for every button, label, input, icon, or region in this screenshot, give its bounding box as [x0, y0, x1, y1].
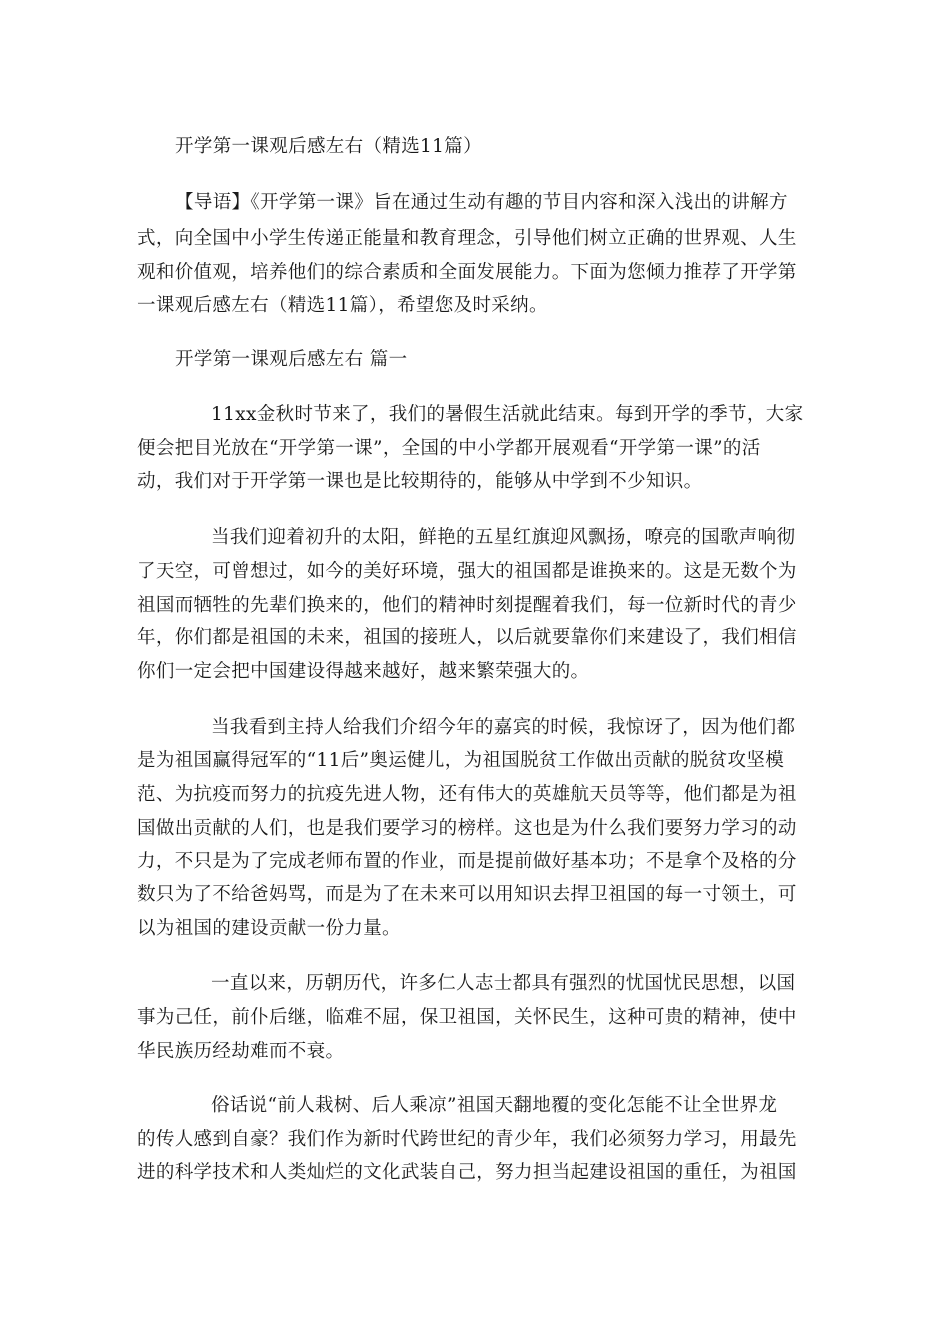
intro-line: 【导语】《开学第一课》旨在通过生动有趣的节目内容和深入浅出的讲解方 — [175, 192, 788, 213]
paragraph-line: 俗话说“前人栽树、后人乘凉”祖国天翻地覆的变化怎能不让全世界龙 — [211, 1095, 778, 1116]
paragraph-line: 便会把目光放在“开学第一课”，全国的中小学都开展观看“开学第一课”的活 — [137, 438, 761, 459]
paragraph-line: 以为祖国的建设贡献一份力量。 — [137, 918, 401, 939]
paragraph-line: 你们一定会把中国建设得越来越好，越来繁荣强大的。 — [137, 661, 590, 682]
paragraph-line: 年，你们都是祖国的未来，祖国的接班人，以后就要靠你们来建设了，我们相信 — [137, 627, 797, 648]
paragraph-line: 范、为抗疫而努力的抗疫先进人物，还有伟大的英雄航天员等等，他们都是为祖 — [137, 784, 797, 805]
paragraph-line: 数只为了不给爸妈骂，而是为了在未来可以用知识去捍卫祖国的每一寸领土，可 — [137, 884, 797, 905]
intro-line: 观和价值观，培养他们的综合素质和全面发展能力。下面为您倾力推荐了开学第 — [137, 262, 797, 283]
paragraph-line: 国做出贡献的人们，也是我们要学习的榜样。这也是为什么我们要努力学习的动 — [137, 818, 797, 839]
paragraph-line: 11xx金秋时节来了，我们的暑假生活就此结束。每到开学的季节，大家 — [211, 404, 804, 425]
paragraph-line: 是为祖国赢得冠军的“11后”奥运健儿，为祖国脱贫工作做出贡献的脱贫攻坚模 — [137, 750, 785, 771]
intro-line: 式，向全国中小学生传递正能量和教育理念，引导他们树立正确的世界观、人生 — [137, 228, 797, 249]
paragraph-line: 当我们迎着初升的太阳，鲜艳的五星红旗迎风飘扬，嘹亮的国歌声响彻 — [211, 527, 796, 548]
paragraph-line: 的传人感到自豪？我们作为新时代跨世纪的青少年，我们必须努力学习，用最先 — [137, 1129, 797, 1150]
paragraph-line: 祖国而牺牲的先辈们换来的，他们的精神时刻提醒着我们，每一位新时代的青少 — [137, 595, 797, 616]
document-title: 开学第一课观后感左右（精选11篇） — [175, 136, 482, 157]
paragraph-line: 动，我们对于开学第一课也是比较期待的，能够从中学到不少知识。 — [137, 471, 703, 492]
section-heading: 开学第一课观后感左右 篇一 — [175, 349, 408, 370]
paragraph-line: 了天空，可曾想过，如今的美好环境，强大的祖国都是谁换来的。这是无数个为 — [137, 561, 797, 582]
intro-line: 一课观后感左右（精选11篇），希望您及时采纳。 — [137, 295, 548, 316]
paragraph-line: 一直以来，历朝历代，许多仁人志士都具有强烈的忧国忧民思想，以国 — [211, 973, 796, 994]
paragraph-line: 进的科学技术和人类灿烂的文化武装自己，努力担当起建设祖国的重任，为祖国 — [137, 1162, 797, 1183]
paragraph-line: 事为己任，前仆后继，临难不屈，保卫祖国，关怀民生，这种可贵的精神，使中 — [137, 1007, 797, 1028]
paragraph-line: 力，不只是为了完成老师布置的作业，而是提前做好基本功；不是拿个及格的分 — [137, 851, 797, 872]
paragraph-line: 当我看到主持人给我们介绍今年的嘉宾的时候，我惊讶了，因为他们都 — [211, 717, 796, 738]
paragraph-line: 华民族历经劫难而不衰。 — [137, 1041, 345, 1062]
